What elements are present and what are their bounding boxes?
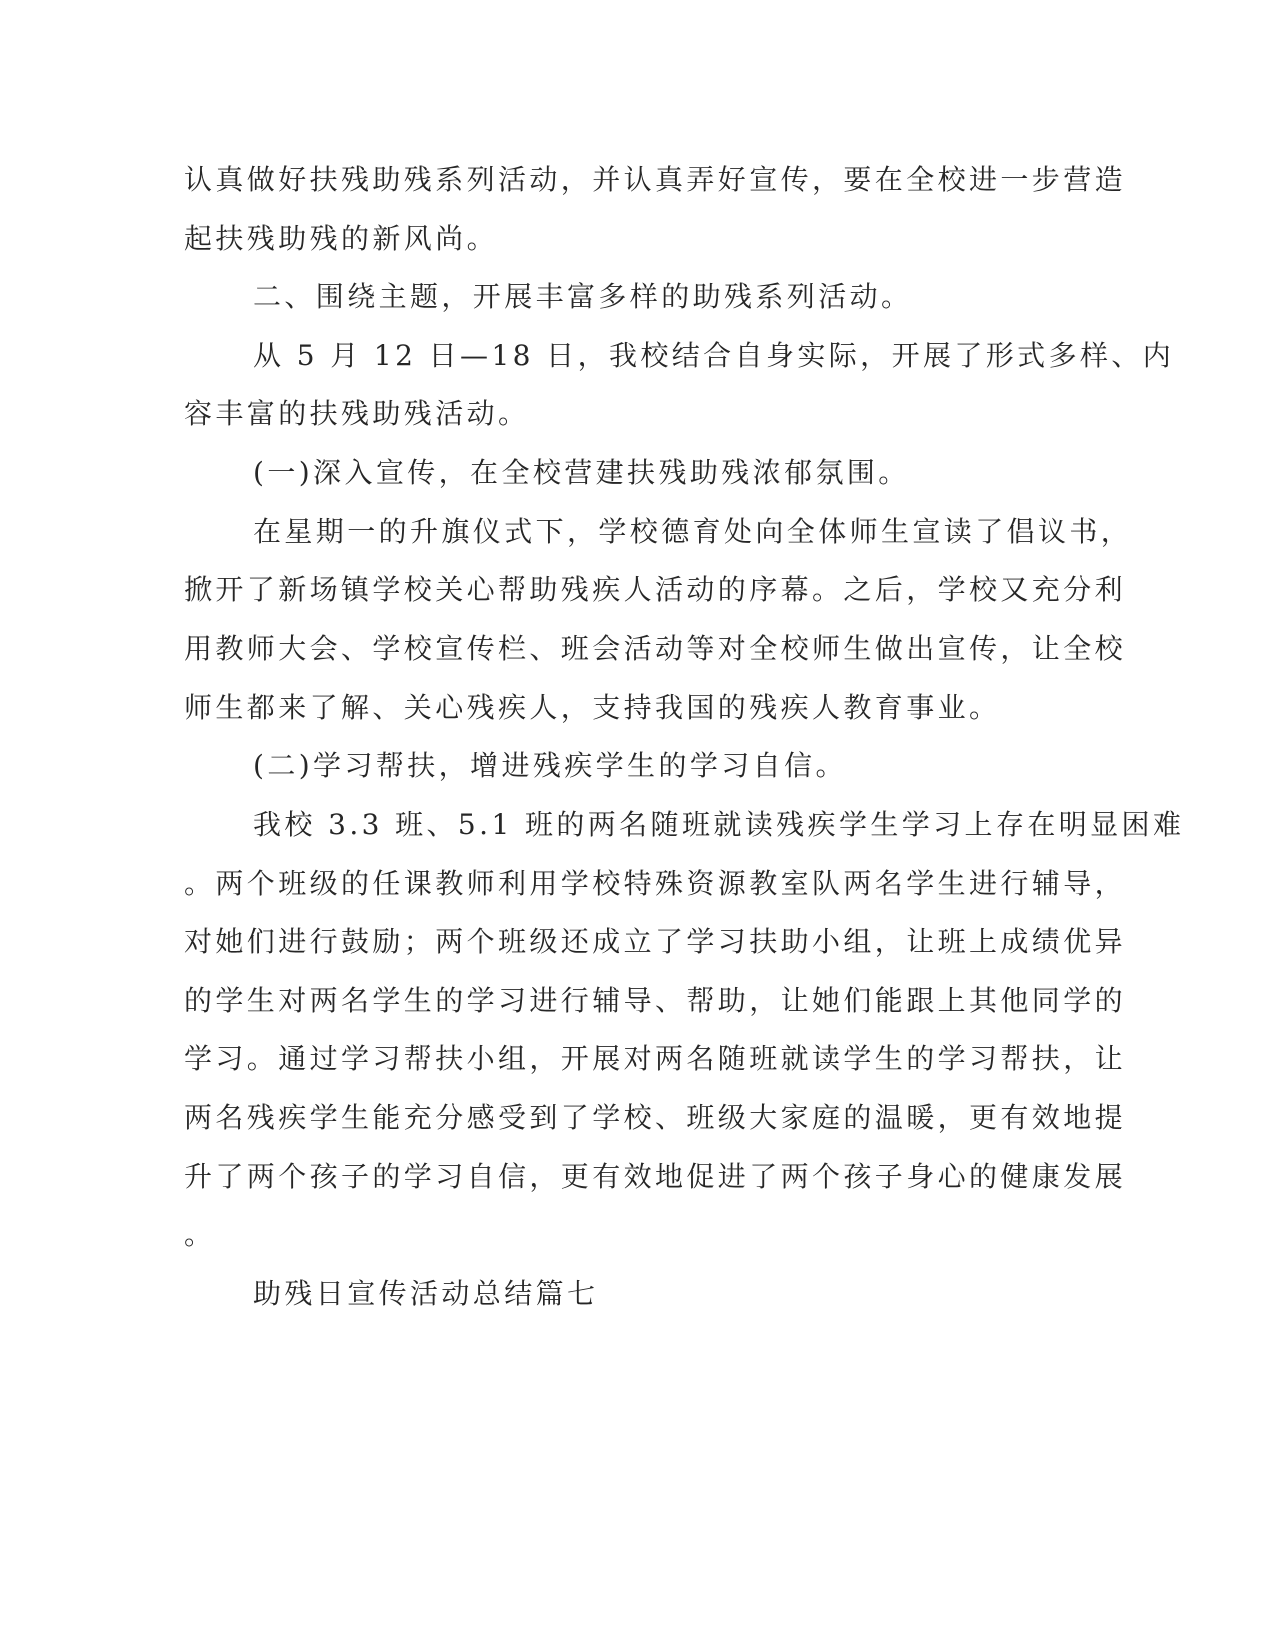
paragraph-line-12: 我校 3.3 班、5.1 班的两名随班就读残疾学生学习上存在明显困难 <box>253 808 1185 841</box>
paragraph-line-7: 在星期一的升旗仪式下，学校德育处向全体师生宣读了倡议书， <box>253 515 1133 548</box>
paragraph-line-19: 。 <box>184 1218 216 1251</box>
paragraph-line-14: 对她们进行鼓励；两个班级还成立了学习扶助小组，让班上成绩优异 <box>184 925 1127 958</box>
paragraph-line-15: 的学生对两名学生的学习进行辅导、帮助，让她们能跟上其他同学的 <box>184 984 1127 1017</box>
section-heading-2: 二、围绕主题，开展丰富多样的助残系列活动。 <box>253 280 913 313</box>
paragraph-line-4: 从 5 月 12 日—18 日，我校结合自身实际，开展了形式多样、内 <box>253 339 1175 372</box>
paragraph-line-17: 两名残疾学生能充分感受到了学校、班级大家庭的温暖，更有效地提 <box>184 1101 1127 1134</box>
subsection-heading-2: (二)学习帮扶，增进残疾学生的学习自信。 <box>253 749 847 782</box>
subsection-heading-1: (一)深入宣传，在全校营建扶残助残浓郁氛围。 <box>253 456 910 489</box>
paragraph-line-5: 容丰富的扶残助残活动。 <box>184 397 530 430</box>
paragraph-line-13: 。两个班级的任课教师利用学校特殊资源教室队两名学生进行辅导， <box>184 867 1127 900</box>
paragraph-line-1: 认真做好扶残助残系列活动，并认真弄好宣传，要在全校进一步营造 <box>184 163 1127 196</box>
paragraph-line-18: 升了两个孩子的学习自信，更有效地促进了两个孩子身心的健康发展 <box>184 1160 1127 1193</box>
paragraph-line-16: 学习。通过学习帮扶小组，开展对两名随班就读学生的学习帮扶，让 <box>184 1042 1127 1075</box>
paragraph-line-10: 师生都来了解、关心残疾人，支持我国的残疾人教育事业。 <box>184 691 1001 724</box>
next-section-title: 助残日宣传活动总结篇七 <box>253 1277 599 1310</box>
paragraph-line-9: 用教师大会、学校宣传栏、班会活动等对全校师生做出宣传，让全校 <box>184 632 1127 665</box>
paragraph-line-8: 掀开了新场镇学校关心帮助残疾人活动的序幕。之后，学校又充分利 <box>184 573 1127 606</box>
paragraph-line-2: 起扶残助残的新风尚。 <box>184 222 499 255</box>
